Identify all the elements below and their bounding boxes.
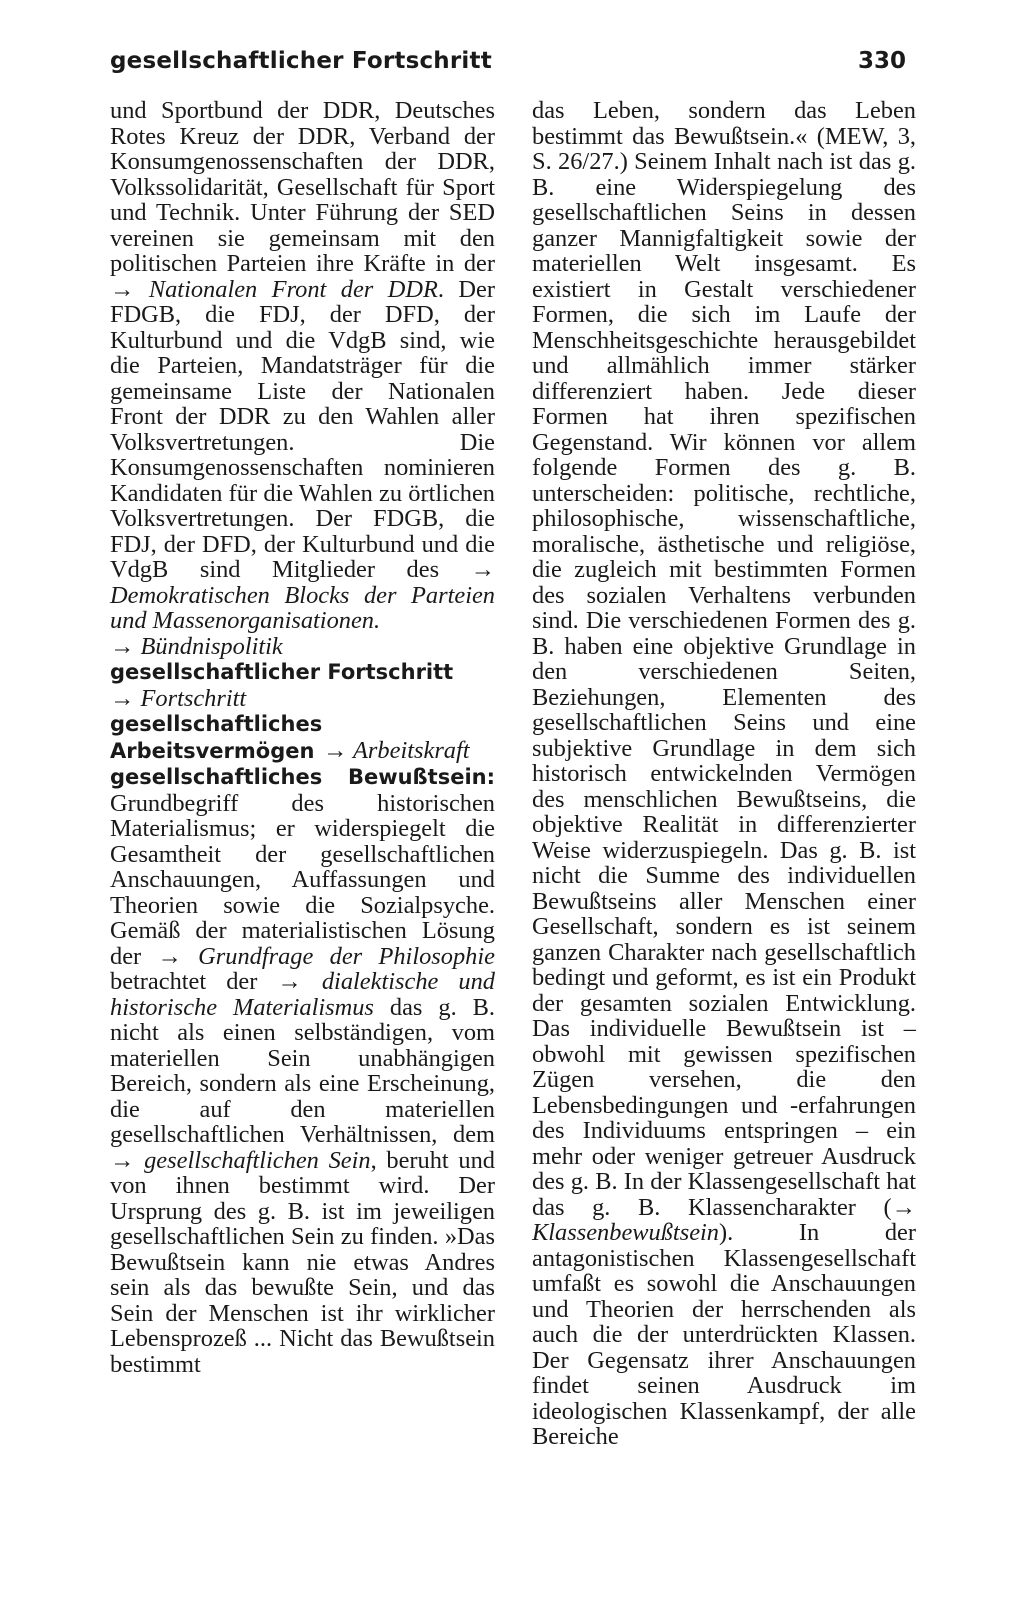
cross-reference-arrow: → (157, 942, 182, 970)
entry-bewusstsein-continued (532, 98, 916, 1450)
body-text: . Der FDGB, die FDJ, der DFD, der Kulturbund und die VdgB sind, wie die Parteien, Mandatsträger für die gemeinsame Liste der Nationalen Front der DDR zu den Wahlen aller Volksvertretungen. Die Konsumgenossenschaften nominieren Kandidaten für die Wahlen zu örtlichen Volksvertretungen. Der FDGB, die FDJ, der DFD, der Kulturbund und die VdgB sind Mitglieder des (110, 275, 495, 583)
body-text: ). In der antagonistischen Klassengesellschaft umfaßt es sowohl die Anschauungen und Theorien der herrschenden als auch die der unterdrückten Klassen. Der Gegensatz ihrer Anschauungen findet seinen Ausdruck im ideologischen Klassenkampf, der alle Bereiche (532, 1219, 916, 1450)
cross-reference-link[interactable]: Nationalen Front der DDR (134, 275, 438, 303)
cross-reference-arrow: → (110, 684, 135, 712)
cross-reference-link[interactable]: dialektische und historische Materialismus (110, 968, 495, 1021)
body-text: , beruht und von ihnen bestimmt wird. Der Ursprung des g. B. ist im jeweiligen gesellschaftlichen Sein zu finden. »Das Bewußtsein kann nie etwas Andres sein als das bewußte Sein, und das Sein der Menschen ist ihr wirklicher Lebensprozeß ... Nicht das Bewußtsein bestimmt (110, 1146, 495, 1378)
entry-fortschritt (110, 659, 495, 711)
cross-reference-link[interactable]: Grundfrage der Philosophie (181, 942, 495, 970)
body-text: und Sportbund der DDR, Deutsches Rotes Kreuz der DDR, Verband der Konsumgenossenschaften der DDR, Volkssolidarität, Gesellschaft für Sport und Technik. Unter Führung der SED vereinen sie gemeinsam mit den politischen Parteien ihre Kräfte in der (110, 97, 495, 277)
entry-continuation (110, 98, 495, 659)
left-column (110, 98, 495, 1377)
entry-headword: gesellschaftliches Bewußtsein: (110, 765, 495, 789)
running-header-title: gesellschaftlicher Fortschritt (110, 48, 492, 74)
entry-bewusstsein (110, 764, 495, 1377)
cross-reference-arrow: → (470, 556, 495, 583)
cross-reference-arrow: → (322, 736, 348, 764)
cross-reference-link[interactable]: Arbeitskraft (347, 736, 470, 764)
entry-headword: gesellschaftliches Arbeitsvermögen (110, 712, 323, 763)
cross-reference-link[interactable]: gesellschaftlichen Sein (134, 1146, 371, 1174)
cross-reference-arrow: → (110, 275, 135, 303)
entry-arbeitsvermoegen (110, 711, 495, 764)
cross-reference-arrow: → (110, 1146, 135, 1174)
cross-reference-link[interactable]: Demokratischen Blocks der Parteien und Massenorganisationen. (110, 581, 495, 634)
body-text: das g. B. nicht als einen selbständigen, vom materiellen Sein unabhängigen Bereich, sondern als eine Erscheinung, die auf den materiellen gesellschaftlichen Verhältnissen, dem (110, 993, 495, 1148)
cross-reference-link[interactable]: Bündnispolitik (134, 632, 283, 660)
cross-reference-arrow: → (110, 632, 135, 660)
page-number: 330 (858, 48, 907, 74)
cross-reference-arrow: → (277, 968, 302, 995)
cross-reference-link[interactable]: Fortschritt (134, 684, 247, 712)
right-column (532, 98, 916, 1450)
cross-reference-arrow: → (891, 1193, 916, 1221)
body-text: Grundbegriff des historischen Materialismus; er widerspiegelt die Gesamtheit der gesellschaftlichen Anschauungen, Auffassungen und Theorien sowie die Sozialpsyche. Gemäß der materialistischen Lösung der (110, 789, 495, 970)
body-text: betrachtet der (110, 968, 278, 995)
entry-headword: gesellschaftlicher Fortschritt (110, 660, 454, 684)
body-text: das Leben, sondern das Leben bestimmt das Bewußtsein.« (MEW, 3, S. 26/27.) Seinem Inhalt nach ist das g. B. eine Widerspiegelung des gesellschaftlichen Seins in dessen ganzer Mannigfaltigkeit sowie der materiellen Welt insgesamt. Es existiert in Gestalt verschiedener Formen, die sich im Laufe der Menschheitsgeschichte herausgebildet und allmählich immer stärker differenziert haben. Jede dieser Formen hat ihren spezifischen Gegenstand. Wir können vor allem folgende Formen des g. B. unterscheiden: politische, rechtliche, philosophische, wissenschaftliche, moralische, ästhetische und religiöse, die zugleich mit bestimmten Formen des sozialen Verhaltens verbunden sind. Die verschiedenen Formen des g. B. haben eine objektive Grundlage in den verschiedenen Seiten, Beziehungen, Elementen des gesellschaftlichen Seins und eine subjektive Grundlage in dem sich historisch entwickelnden Vermögen des menschlichen Bewußtseins, die objektive Realität in differenzierter Weise widerzuspiegeln. Das g. B. ist nicht die Summe des individuellen Bewußtseins aller Menschen einer Gesellschaft, sondern es ist seinem ganzen Charakter nach gesellschaftlich bedingt und geformt, es ist ein Produkt der gesamten sozialen Entwicklung. Das individuelle Bewußtsein ist – obwohl mit gewissen spezifischen Zügen versehen, die den Lebensbedingungen und -erfahrungen des Individuums entspringen – ein mehr oder weniger getreuer Ausdruck des g. B. In der Klassengesellschaft hat das g. B. Klassencharakter ( (532, 97, 916, 1221)
cross-reference-link[interactable]: Klassenbewußtsein (532, 1219, 719, 1246)
